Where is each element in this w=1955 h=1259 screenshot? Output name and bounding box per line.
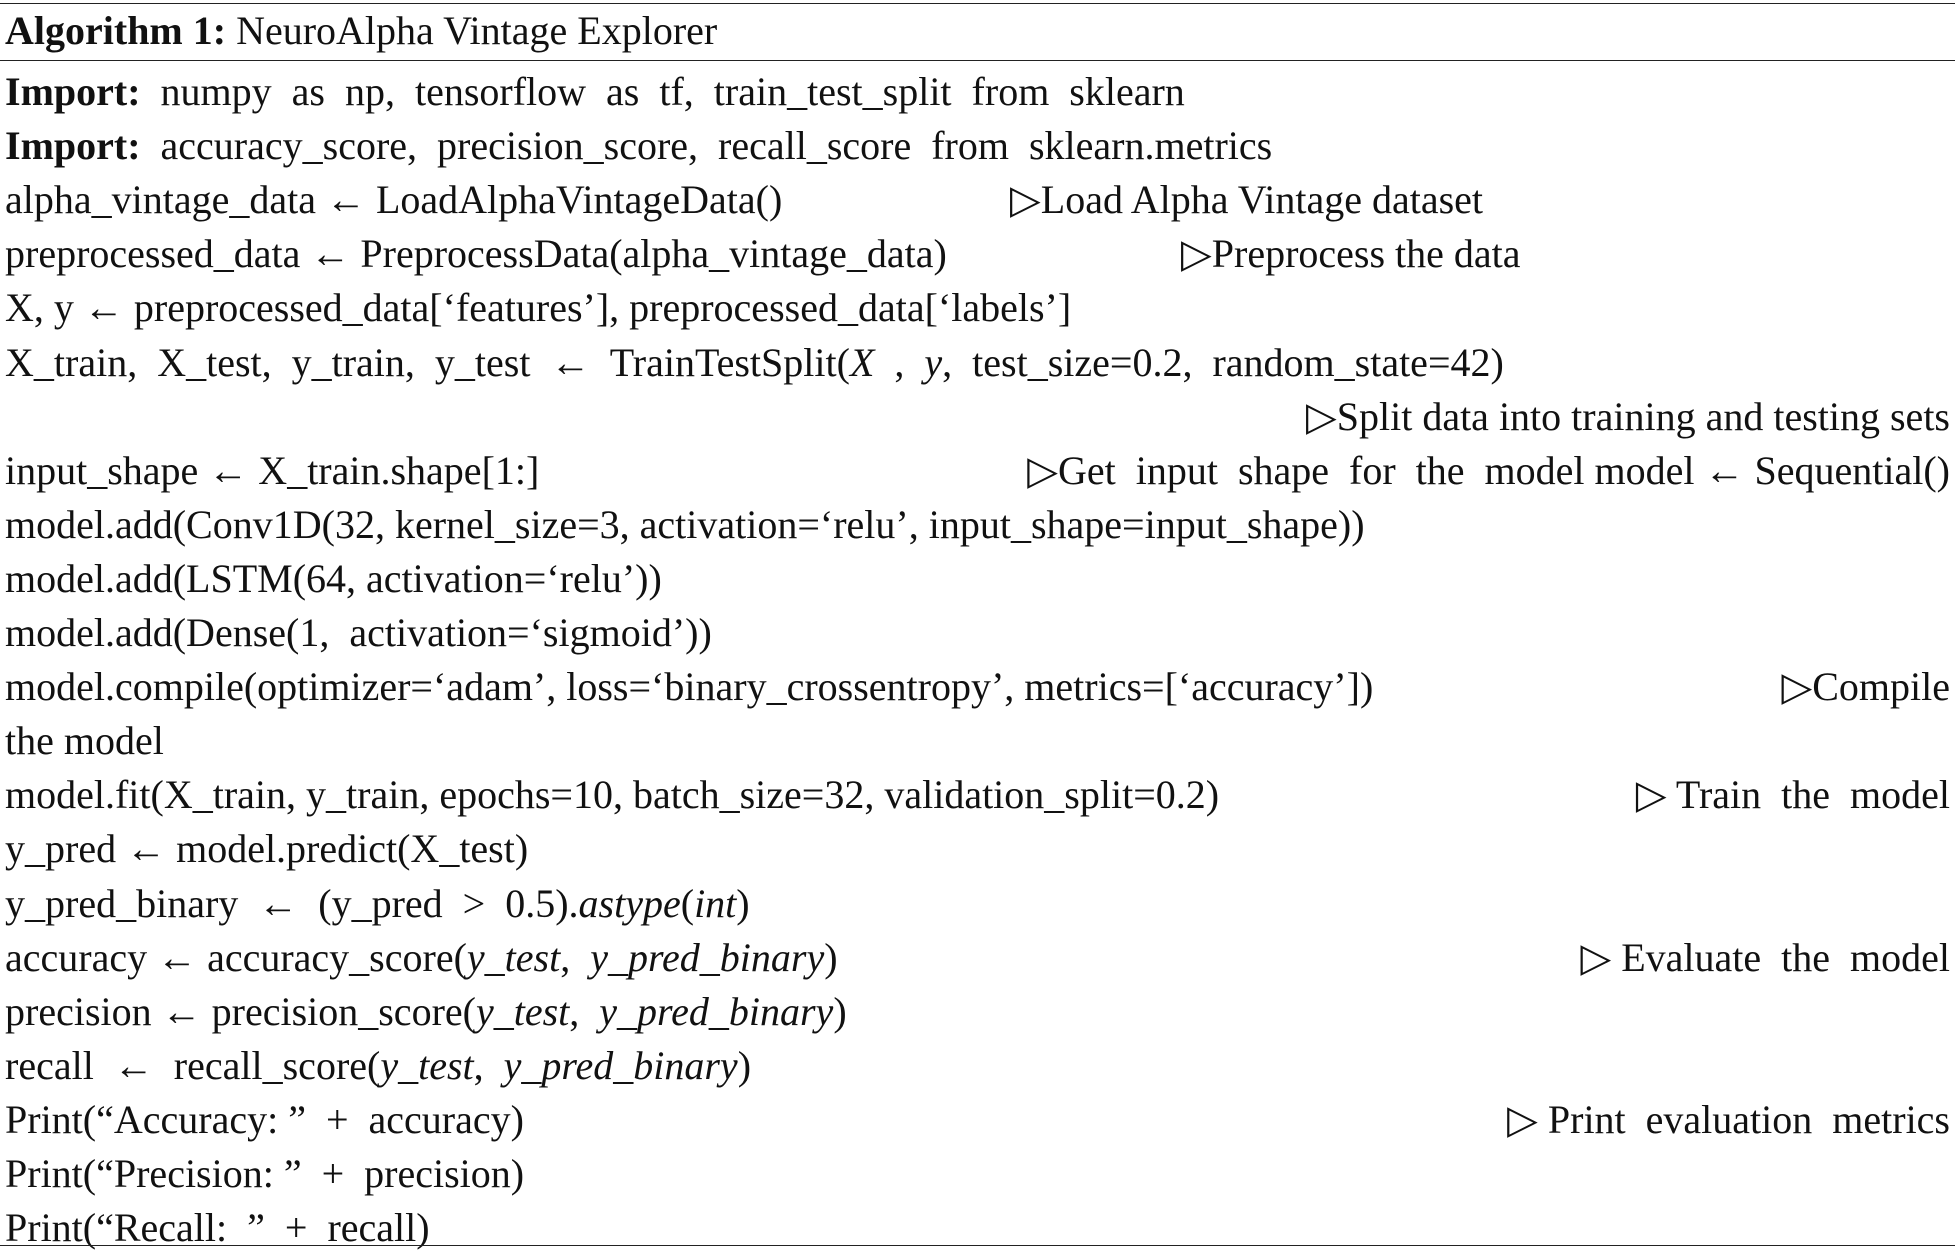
algorithm-line <box>5 336 1950 390</box>
code-fragment: model.compile(optimizer=‘adam’, loss=‘binary_crossentropy’, metrics=[‘accuracy’]) <box>5 664 1374 710</box>
code-text <box>5 931 838 985</box>
line-comment: ▷ Evaluate the model <box>1580 934 1950 980</box>
algorithm-line <box>5 119 1950 173</box>
code-fragment: X, y ← preprocessed_data[‘features’], preprocessed_data[‘labels’] <box>5 285 1072 331</box>
code-fragment: X <box>849 339 875 385</box>
top-rule <box>0 3 1955 4</box>
code-fragment: , <box>569 988 600 1034</box>
algorithm-line <box>5 227 1950 281</box>
code-fragment: y_test <box>475 988 570 1034</box>
code-fragment: y_pred_binary <box>599 988 834 1034</box>
algorithm-line <box>5 768 1950 822</box>
code-fragment: astype <box>578 880 681 926</box>
code-text <box>5 877 750 931</box>
code-fragment: Print(“Recall: ” + recall) <box>5 1205 430 1251</box>
code-text <box>5 660 1373 714</box>
code-text <box>5 768 1219 822</box>
code-fragment: Print(“Accuracy: ” + accuracy) <box>5 1096 524 1142</box>
code-fragment: model.add(Conv1D(32, kernel_size=3, activation=‘relu’, input_shape=input_shape)) <box>5 501 1365 547</box>
keyword: Import: <box>5 123 141 169</box>
code-text <box>5 714 164 768</box>
line-comment: ▷Get input shape for the model model ← Sequential() <box>1027 447 1950 493</box>
header-rule <box>0 60 1955 61</box>
code-text <box>5 552 662 606</box>
bottom-rule <box>0 1245 1955 1246</box>
code-text <box>5 1093 524 1147</box>
code-text <box>5 1039 751 1093</box>
algorithm-line <box>5 552 1950 606</box>
code-text <box>5 119 1272 173</box>
code-text <box>5 822 528 876</box>
line-comment: ▷Preprocess the data <box>1181 231 1521 277</box>
code-fragment: recall ← recall_score( <box>5 1042 381 1088</box>
algorithm-line <box>5 173 1950 227</box>
code-fragment: ) <box>824 934 838 980</box>
line-comment: ▷Compile <box>1781 664 1950 710</box>
line-comment: ▷Split data into training and testing sets <box>1305 393 1950 439</box>
code-fragment: int <box>694 880 737 926</box>
code-fragment: , <box>473 1042 504 1088</box>
algorithm-line <box>5 714 1950 768</box>
code-text <box>5 606 712 660</box>
line-comment: ▷ Train the model <box>1635 772 1950 818</box>
code-fragment: alpha_vintage_data ← LoadAlphaVintageData() <box>5 177 783 223</box>
algorithm-line <box>5 877 1950 931</box>
keyword: Import: <box>5 69 141 114</box>
algorithm-line <box>5 1147 1950 1201</box>
algorithm-line <box>5 1039 1950 1093</box>
code-fragment: , <box>874 339 925 385</box>
code-fragment: , <box>560 934 591 980</box>
code-fragment: y_pred_binary <box>590 934 825 980</box>
algorithm-line <box>5 985 1950 1039</box>
algorithm-title <box>5 6 717 56</box>
code-fragment: y_pred_binary <box>503 1042 738 1088</box>
algorithm-label: Algorithm 1: <box>5 8 227 53</box>
algorithm-line <box>5 444 1950 498</box>
code-fragment: accuracy_score, precision_score, recall_score from sklearn.metrics <box>140 123 1273 169</box>
code-fragment: the model <box>5 718 164 764</box>
code-text <box>5 173 782 227</box>
algorithm-line <box>5 65 1950 119</box>
code-fragment: input_shape ← X_train.shape[1:] <box>5 447 540 493</box>
algorithm-line <box>5 606 1950 660</box>
code-fragment: ) <box>737 1042 752 1088</box>
algorithm-line <box>5 1201 1950 1255</box>
algorithm-line <box>5 1093 1950 1147</box>
code-text <box>5 227 947 281</box>
code-fragment: Print(“Precision: ” + precision) <box>5 1151 525 1196</box>
code-fragment: precision ← precision_score( <box>5 988 476 1034</box>
code-fragment: ) <box>833 988 847 1034</box>
code-text <box>5 498 1365 552</box>
code-text <box>5 281 1071 335</box>
code-fragment: y_test <box>380 1042 474 1088</box>
code-fragment: numpy as np, tensorflow as tf, train_test_split from sklearn <box>140 69 1185 114</box>
line-comment: ▷ Print evaluation metrics <box>1507 1096 1950 1142</box>
code-text <box>5 1201 430 1255</box>
code-fragment: y_test <box>466 934 561 980</box>
code-fragment: model.add(Dense(1, activation=‘sigmoid’)) <box>5 610 712 655</box>
code-fragment: , test_size=0.2, random_state=42) <box>942 339 1504 385</box>
code-fragment: y_pred_binary ← (y_pred > 0.5). <box>5 880 579 926</box>
code-fragment: preprocessed_data ← PreprocessData(alpha_vintage_data) <box>5 231 947 277</box>
algorithm-line <box>5 660 1950 714</box>
code-text <box>5 65 1185 119</box>
code-text <box>5 336 1504 390</box>
code-fragment: accuracy ← accuracy_score( <box>5 934 467 980</box>
algorithm-name: NeuroAlpha Vintage Explorer <box>236 8 718 53</box>
code-text <box>5 985 847 1039</box>
code-fragment: model.add(LSTM(64, activation=‘relu’)) <box>5 555 662 601</box>
code-fragment: model.fit(X_train, y_train, epochs=10, batch_size=32, validation_split=0.2) <box>5 772 1220 818</box>
algorithm-line <box>5 931 1950 985</box>
code-fragment: ) <box>736 880 750 926</box>
algorithm-line <box>5 822 1950 876</box>
line-comment: ▷Load Alpha Vintage dataset <box>1010 177 1484 223</box>
code-fragment: y_pred ← model.predict(X_test) <box>5 826 529 872</box>
code-fragment: X_train, X_test, y_train, y_test ← TrainTestSplit( <box>5 339 850 385</box>
code-text <box>5 1147 524 1201</box>
algorithm-line <box>5 281 1950 335</box>
code-text <box>5 444 539 498</box>
algorithm-line <box>5 390 1950 444</box>
algorithm-line <box>5 498 1950 552</box>
code-fragment: ( <box>680 880 695 926</box>
code-fragment: y <box>924 339 943 385</box>
